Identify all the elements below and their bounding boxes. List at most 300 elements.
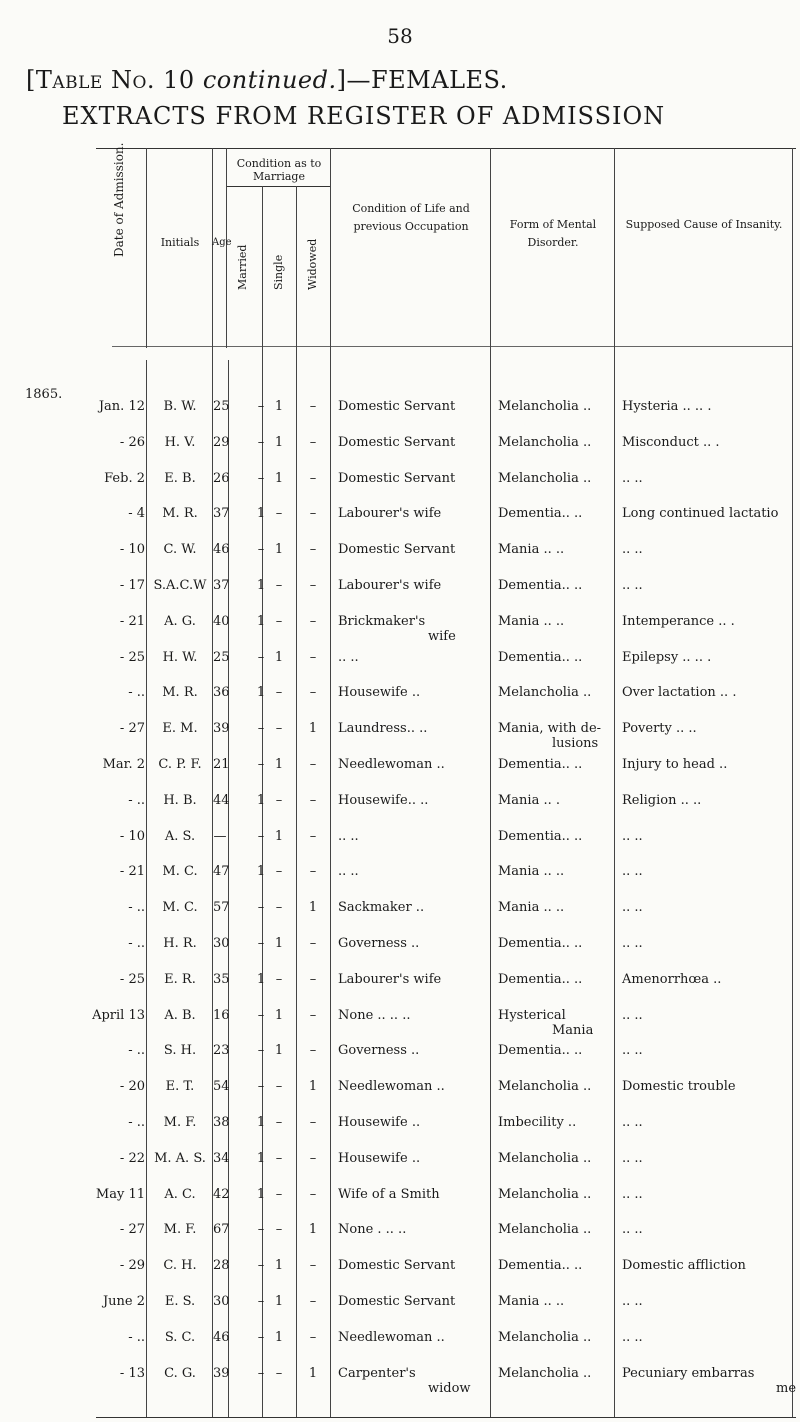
cell-form: Melancholia .. xyxy=(498,685,592,700)
cell-widowed: – xyxy=(309,578,317,593)
header-widowed: Widowed xyxy=(306,238,319,290)
cell-date: - 20 xyxy=(119,1079,145,1094)
cell-single: – xyxy=(275,1151,283,1166)
cell-single: 1 xyxy=(274,1330,284,1345)
cell-cause: .. .. xyxy=(622,471,643,486)
cell-single: – xyxy=(275,864,283,879)
cell-widowed: 1 xyxy=(308,900,318,915)
cell-single: – xyxy=(275,721,283,736)
table-row xyxy=(0,1366,800,1396)
cell-occupation: .. .. xyxy=(338,864,359,879)
cell-single: – xyxy=(275,793,283,808)
cell-form: Melancholia .. xyxy=(498,471,592,486)
cell-initials: E. B. xyxy=(164,471,196,486)
cell-widowed: – xyxy=(309,1294,317,1309)
cell-age: 30 xyxy=(213,1294,230,1309)
cell-widowed: – xyxy=(309,972,317,987)
cell-widowed: – xyxy=(309,435,317,450)
cell-form: Imbecility .. xyxy=(498,1115,577,1130)
cell-cause: Hysteria .. .. . xyxy=(622,399,712,414)
cell-form2: lusions xyxy=(552,736,599,751)
cell-cause: .. .. xyxy=(622,1043,643,1058)
header-single: Single xyxy=(272,254,285,290)
caption-suffix: ]—FEMALES. xyxy=(336,66,508,94)
table-row xyxy=(0,1043,800,1073)
table-row xyxy=(0,650,800,680)
cell-initials: A. G. xyxy=(164,614,196,629)
cell-initials: M. R. xyxy=(162,685,198,700)
cell-form: Dementia.. .. xyxy=(498,578,583,593)
cell-form: Mania, with de- xyxy=(498,721,602,736)
cell-initials: C. P. F. xyxy=(158,757,202,772)
cell-cause: .. .. xyxy=(622,1115,643,1130)
cell-initials: M. A. S. xyxy=(154,1151,206,1166)
cell-occupation: Domestic Servant xyxy=(338,542,456,557)
cell-occupation: Labourer's wife xyxy=(338,578,442,593)
cell-age: 39 xyxy=(213,1366,230,1381)
cell-occupation: Needlewoman .. xyxy=(338,757,445,772)
cell-date: - 25 xyxy=(119,972,145,987)
cell-widowed: 1 xyxy=(308,721,318,736)
cell-date: Mar. 2 xyxy=(102,757,145,772)
cell-form: Melancholia .. xyxy=(498,399,592,414)
cell-form: Melancholia .. xyxy=(498,1330,592,1345)
cell-occupation: Governess .. xyxy=(338,936,420,951)
cell-form: Mania .. . xyxy=(498,793,561,808)
cell-widowed: – xyxy=(309,650,317,665)
table-row xyxy=(0,972,800,1002)
cell-widowed: – xyxy=(309,471,317,486)
cell-single: 1 xyxy=(274,650,284,665)
cell-single: – xyxy=(275,972,283,987)
cell-widowed: – xyxy=(309,685,317,700)
cell-occupation: Domestic Servant xyxy=(338,1294,456,1309)
table-caption xyxy=(26,66,508,94)
cell-initials: H. W. xyxy=(162,650,198,665)
table-row xyxy=(0,1294,800,1324)
cell-form: Mania .. .. xyxy=(498,864,565,879)
cell-date: - 21 xyxy=(119,864,145,879)
header-top-rule xyxy=(96,148,796,149)
cell-cause: Domestic trouble xyxy=(622,1079,736,1094)
cell-initials: C. W. xyxy=(163,542,197,557)
cell-married: – xyxy=(257,1079,265,1094)
header-date: Date of Admission. xyxy=(112,142,126,257)
cell-cause: Poverty .. .. xyxy=(622,721,697,736)
cell-cause: Pecuniary embarras xyxy=(622,1366,755,1381)
cell-age: 35 xyxy=(213,972,230,987)
cell-married: – xyxy=(257,1366,265,1381)
cell-cause: .. .. xyxy=(622,900,643,915)
cell-married: – xyxy=(257,936,265,951)
cell-initials: H. R. xyxy=(163,936,197,951)
cell-occupation: Needlewoman .. xyxy=(338,1079,445,1094)
cell-married: – xyxy=(257,435,265,450)
cell-initials: S. C. xyxy=(164,1330,196,1345)
cell-widowed: – xyxy=(309,864,317,879)
caption-prefix: [Table No. 10 xyxy=(26,66,195,94)
cell-date: - .. xyxy=(128,1115,145,1130)
cell-widowed: – xyxy=(309,506,317,521)
cell-date: - .. xyxy=(128,900,145,915)
cell-occupation: Domestic Servant xyxy=(338,399,456,414)
cell-age: 28 xyxy=(213,1258,230,1273)
cell-occupation: Domestic Servant xyxy=(338,471,456,486)
cell-widowed: – xyxy=(309,936,317,951)
cell-initials: B. W. xyxy=(163,399,197,414)
table-row xyxy=(0,1151,800,1181)
cell-occupation: .. .. xyxy=(338,829,359,844)
cell-married: – xyxy=(257,1222,265,1237)
col-line-date xyxy=(146,148,147,348)
cell-date: - 29 xyxy=(119,1258,145,1273)
cell-widowed: 1 xyxy=(308,1222,318,1237)
cell-date: - 27 xyxy=(119,1222,145,1237)
cell-widowed: – xyxy=(309,1043,317,1058)
cell-widowed: – xyxy=(309,1151,317,1166)
cell-occupation: Domestic Servant xyxy=(338,1258,456,1273)
cell-form: Melancholia .. xyxy=(498,1151,592,1166)
caption-italic: continued. xyxy=(202,66,337,94)
cell-married: – xyxy=(257,1258,265,1273)
cell-single: – xyxy=(275,685,283,700)
cell-single: 1 xyxy=(274,542,284,557)
cell-occupation: Carpenter's xyxy=(338,1366,416,1381)
cell-single: 1 xyxy=(274,1294,284,1309)
header-married: Married xyxy=(236,244,249,290)
cell-age: 42 xyxy=(213,1187,230,1202)
table-row xyxy=(0,1222,800,1252)
cell-single: 1 xyxy=(274,757,284,772)
table-title: EXTRACTS FROM REGISTER OF ADMISSION xyxy=(62,102,666,130)
cell-widowed: – xyxy=(309,614,317,629)
header-initials: Initials xyxy=(160,236,200,249)
cell-initials: C. H. xyxy=(163,1258,197,1273)
cell-form: Dementia.. .. xyxy=(498,650,583,665)
cell-single: – xyxy=(275,578,283,593)
cell-married: – xyxy=(257,1043,265,1058)
cell-date: - 4 xyxy=(128,506,145,521)
table-row xyxy=(0,1258,800,1288)
cell-married: 1 xyxy=(256,864,266,879)
cell-form: Melancholia .. xyxy=(498,1187,592,1202)
cell-age: 29 xyxy=(213,435,230,450)
cell-date: Feb. 2 xyxy=(104,471,145,486)
header-age: Age xyxy=(212,237,232,248)
cell-initials: C. G. xyxy=(164,1366,196,1381)
header-form: Form of Mental Disorder. xyxy=(509,218,597,249)
cell-initials: E. S. xyxy=(164,1294,196,1309)
cell-occupation: Labourer's wife xyxy=(338,506,442,521)
cell-married: 1 xyxy=(256,1115,266,1130)
cell-occupation: Housewife.. .. xyxy=(338,793,429,808)
cell-cause: Epilepsy .. .. . xyxy=(622,650,712,665)
cell-age: 23 xyxy=(213,1043,230,1058)
cell-cause: .. .. xyxy=(622,936,643,951)
cell-married: – xyxy=(257,829,265,844)
cell-age: 37 xyxy=(213,506,230,521)
cell-form: Dementia.. .. xyxy=(498,936,583,951)
cell-form: Mania .. .. xyxy=(498,614,565,629)
table-row xyxy=(0,829,800,859)
cell-occupation: None . .. .. xyxy=(338,1222,407,1237)
cell-date: - 27 xyxy=(119,721,145,736)
table-row xyxy=(0,542,800,572)
cell-date: - .. xyxy=(128,936,145,951)
cell-single: – xyxy=(275,1187,283,1202)
cell-date: - 10 xyxy=(119,542,145,557)
cell-occupation: Laundress.. .. xyxy=(338,721,428,736)
cell-age: 25 xyxy=(213,399,230,414)
cell-form: Melancholia .. xyxy=(498,435,592,450)
cell-age: 46 xyxy=(213,1330,230,1345)
cell-initials: A. S. xyxy=(164,829,196,844)
cell-married: – xyxy=(257,900,265,915)
cell-cause: Injury to head .. xyxy=(622,757,728,772)
cell-married: – xyxy=(257,399,265,414)
cell-married: – xyxy=(257,471,265,486)
cell-single: – xyxy=(275,900,283,915)
table-bottom-rule xyxy=(96,1417,796,1418)
header-bottom-rule xyxy=(112,346,792,347)
cell-occupation: Housewife .. xyxy=(338,685,421,700)
cell-occupation: None .. .. .. xyxy=(338,1008,411,1023)
cell-cause: Long continued lactatio xyxy=(622,506,779,521)
cell-date: - .. xyxy=(128,685,145,700)
cell-widowed: – xyxy=(309,1258,317,1273)
year-label: 1865. xyxy=(25,387,63,402)
cell-widowed: 1 xyxy=(308,1366,318,1381)
table-row xyxy=(0,936,800,966)
cell-initials: E. M. xyxy=(162,721,198,736)
cell-age: 21 xyxy=(213,757,230,772)
table-row xyxy=(0,1187,800,1217)
cell-married: – xyxy=(257,650,265,665)
header-condition-of-life: Condition of Life and previous Occupation xyxy=(352,202,470,233)
cell-date: - 10 xyxy=(119,829,145,844)
cell-initials: A. C. xyxy=(164,1187,196,1202)
table-row xyxy=(0,685,800,715)
cell-single: 1 xyxy=(274,936,284,951)
cell-date: - 25 xyxy=(119,650,145,665)
cell-occupation2: wife xyxy=(428,629,456,644)
cell-occupation: .. .. xyxy=(338,650,359,665)
cell-initials: H. B. xyxy=(163,793,197,808)
cell-form2: Mania xyxy=(552,1023,594,1038)
cell-date: April 13 xyxy=(92,1008,145,1023)
cell-widowed: – xyxy=(309,829,317,844)
table-row xyxy=(0,471,800,501)
cell-single: – xyxy=(275,614,283,629)
cell-age: 16 xyxy=(213,1008,230,1023)
cell-single: 1 xyxy=(274,471,284,486)
cell-cause: Religion .. .. xyxy=(622,793,702,808)
cell-cause: .. .. xyxy=(622,1151,643,1166)
cell-cause: .. .. xyxy=(622,1330,643,1345)
cell-form: Melancholia .. xyxy=(498,1366,592,1381)
cell-widowed: – xyxy=(309,399,317,414)
cell-age: 44 xyxy=(213,793,230,808)
cell-cause: .. .. xyxy=(622,1294,643,1309)
cell-cause: Amenorrhœa .. xyxy=(622,972,722,987)
cell-form: Melancholia .. xyxy=(498,1222,592,1237)
cell-age: 38 xyxy=(213,1115,230,1130)
cell-cause: Intemperance .. . xyxy=(622,614,735,629)
table-row xyxy=(0,793,800,823)
cell-date: - .. xyxy=(128,1330,145,1345)
cell-single: 1 xyxy=(274,1043,284,1058)
cell-widowed: – xyxy=(309,793,317,808)
cell-widowed: – xyxy=(309,1330,317,1345)
cell-age: 26 xyxy=(213,471,230,486)
cell-initials: S.A.C.W xyxy=(153,578,207,593)
cell-age: 30 xyxy=(213,936,230,951)
cell-single: – xyxy=(275,1222,283,1237)
table-row xyxy=(0,578,800,608)
cell-initials: E. R. xyxy=(164,972,196,987)
table-row xyxy=(0,864,800,894)
cell-age: 57 xyxy=(213,900,230,915)
cell-married: 1 xyxy=(256,1151,266,1166)
cell-age: — xyxy=(213,829,227,844)
table-row xyxy=(0,614,800,644)
cell-married: – xyxy=(257,1330,265,1345)
cell-cause: .. .. xyxy=(622,829,643,844)
cell-married: 1 xyxy=(256,685,266,700)
cell-form: Dementia.. .. xyxy=(498,506,583,521)
cell-form: Mania .. .. xyxy=(498,1294,565,1309)
cell-date: Jan. 12 xyxy=(98,399,145,414)
cell-initials: M. C. xyxy=(162,900,198,915)
cell-married: 1 xyxy=(256,972,266,987)
marriage-group-rule xyxy=(226,186,330,187)
table-row xyxy=(0,900,800,930)
table-row xyxy=(0,757,800,787)
cell-form: Dementia.. .. xyxy=(498,1258,583,1273)
cell-initials: M. F. xyxy=(163,1222,197,1237)
cell-age: 46 xyxy=(213,542,230,557)
cell-occupation: Housewife .. xyxy=(338,1115,421,1130)
cell-cause: .. .. xyxy=(622,1187,643,1202)
cell-initials: M. F. xyxy=(163,1115,197,1130)
cell-occupation: Governess .. xyxy=(338,1043,420,1058)
cell-form: Melancholia .. xyxy=(498,1079,592,1094)
table-row xyxy=(0,1115,800,1145)
cell-date: - .. xyxy=(128,1043,145,1058)
cell-cause: .. .. xyxy=(622,1222,643,1237)
cell-widowed: – xyxy=(309,757,317,772)
cell-age: 39 xyxy=(213,721,230,736)
cell-widowed: 1 xyxy=(308,1079,318,1094)
cell-initials: H. V. xyxy=(164,435,196,450)
cell-married: – xyxy=(257,1294,265,1309)
cell-cause: .. .. xyxy=(622,578,643,593)
cell-single: 1 xyxy=(274,399,284,414)
cell-single: – xyxy=(275,1115,283,1130)
cell-initials: M. R. xyxy=(162,506,198,521)
cell-married: – xyxy=(257,1008,265,1023)
header-cause: Supposed Cause of Insanity. xyxy=(625,218,783,231)
cell-occupation: Domestic Servant xyxy=(338,435,456,450)
cell-age: 37 xyxy=(213,578,230,593)
cell-single: 1 xyxy=(274,435,284,450)
cell-occupation: Labourer's wife xyxy=(338,972,442,987)
cell-form: Mania .. .. xyxy=(498,542,565,557)
table-row xyxy=(0,506,800,536)
cell-single: 1 xyxy=(274,1258,284,1273)
cell-date: June 2 xyxy=(102,1294,145,1309)
cell-age: 54 xyxy=(213,1079,230,1094)
cell-age: 67 xyxy=(213,1222,230,1237)
cell-married: – xyxy=(257,757,265,772)
cell-married: – xyxy=(257,542,265,557)
cell-form: Mania .. .. xyxy=(498,900,565,915)
table-row xyxy=(0,435,800,465)
table-row xyxy=(0,721,800,751)
cell-age: 47 xyxy=(213,864,230,879)
cell-date: - 17 xyxy=(119,578,145,593)
cell-date: - 26 xyxy=(119,435,145,450)
cell-form: Dementia.. .. xyxy=(498,1043,583,1058)
cell-occupation: Housewife .. xyxy=(338,1151,421,1166)
cell-widowed: – xyxy=(309,1187,317,1202)
table-row xyxy=(0,1008,800,1038)
cell-age: 40 xyxy=(213,614,230,629)
cell-single: – xyxy=(275,506,283,521)
cell-cause: Misconduct .. . xyxy=(622,435,720,450)
cell-widowed: – xyxy=(309,1008,317,1023)
cell-married: 1 xyxy=(256,506,266,521)
cell-initials: M. C. xyxy=(162,864,198,879)
cell-form: Dementia.. .. xyxy=(498,757,583,772)
table-row xyxy=(0,1330,800,1360)
cell-cause: .. .. xyxy=(622,1008,643,1023)
cell-age: 34 xyxy=(213,1151,230,1166)
cell-widowed: – xyxy=(309,542,317,557)
cell-cause2: me xyxy=(776,1381,797,1396)
cell-single: – xyxy=(275,1366,283,1381)
page-number: 58 xyxy=(387,24,413,48)
cell-occupation: Sackmaker .. xyxy=(338,900,425,915)
header-marriage-group: Condition as to Marriage xyxy=(236,157,322,183)
cell-form: Dementia.. .. xyxy=(498,972,583,987)
cell-cause: Domestic affliction xyxy=(622,1258,746,1273)
cell-cause: .. .. xyxy=(622,542,643,557)
cell-age: 36 xyxy=(213,685,230,700)
cell-married: 1 xyxy=(256,1187,266,1202)
cell-occupation: Brickmaker's xyxy=(338,614,426,629)
cell-initials: S. H. xyxy=(163,1043,197,1058)
cell-date: May 11 xyxy=(95,1187,145,1202)
cell-date: - 21 xyxy=(119,614,145,629)
cell-occupation: Wife of a Smith xyxy=(338,1187,440,1202)
cell-age: 25 xyxy=(213,650,230,665)
cell-married: 1 xyxy=(256,614,266,629)
cell-initials: E. T. xyxy=(165,1079,195,1094)
cell-date: - 22 xyxy=(119,1151,145,1166)
table-row xyxy=(0,1079,800,1109)
cell-cause: Over lactation .. . xyxy=(622,685,737,700)
cell-date: - .. xyxy=(128,793,145,808)
cell-initials: A. B. xyxy=(164,1008,196,1023)
cell-cause: .. .. xyxy=(622,864,643,879)
cell-widowed: – xyxy=(309,1115,317,1130)
cell-married: 1 xyxy=(256,578,266,593)
table-row xyxy=(0,399,800,429)
cell-married: – xyxy=(257,721,265,736)
cell-form: Hysterical xyxy=(498,1008,566,1023)
cell-occupation: Needlewoman .. xyxy=(338,1330,445,1345)
